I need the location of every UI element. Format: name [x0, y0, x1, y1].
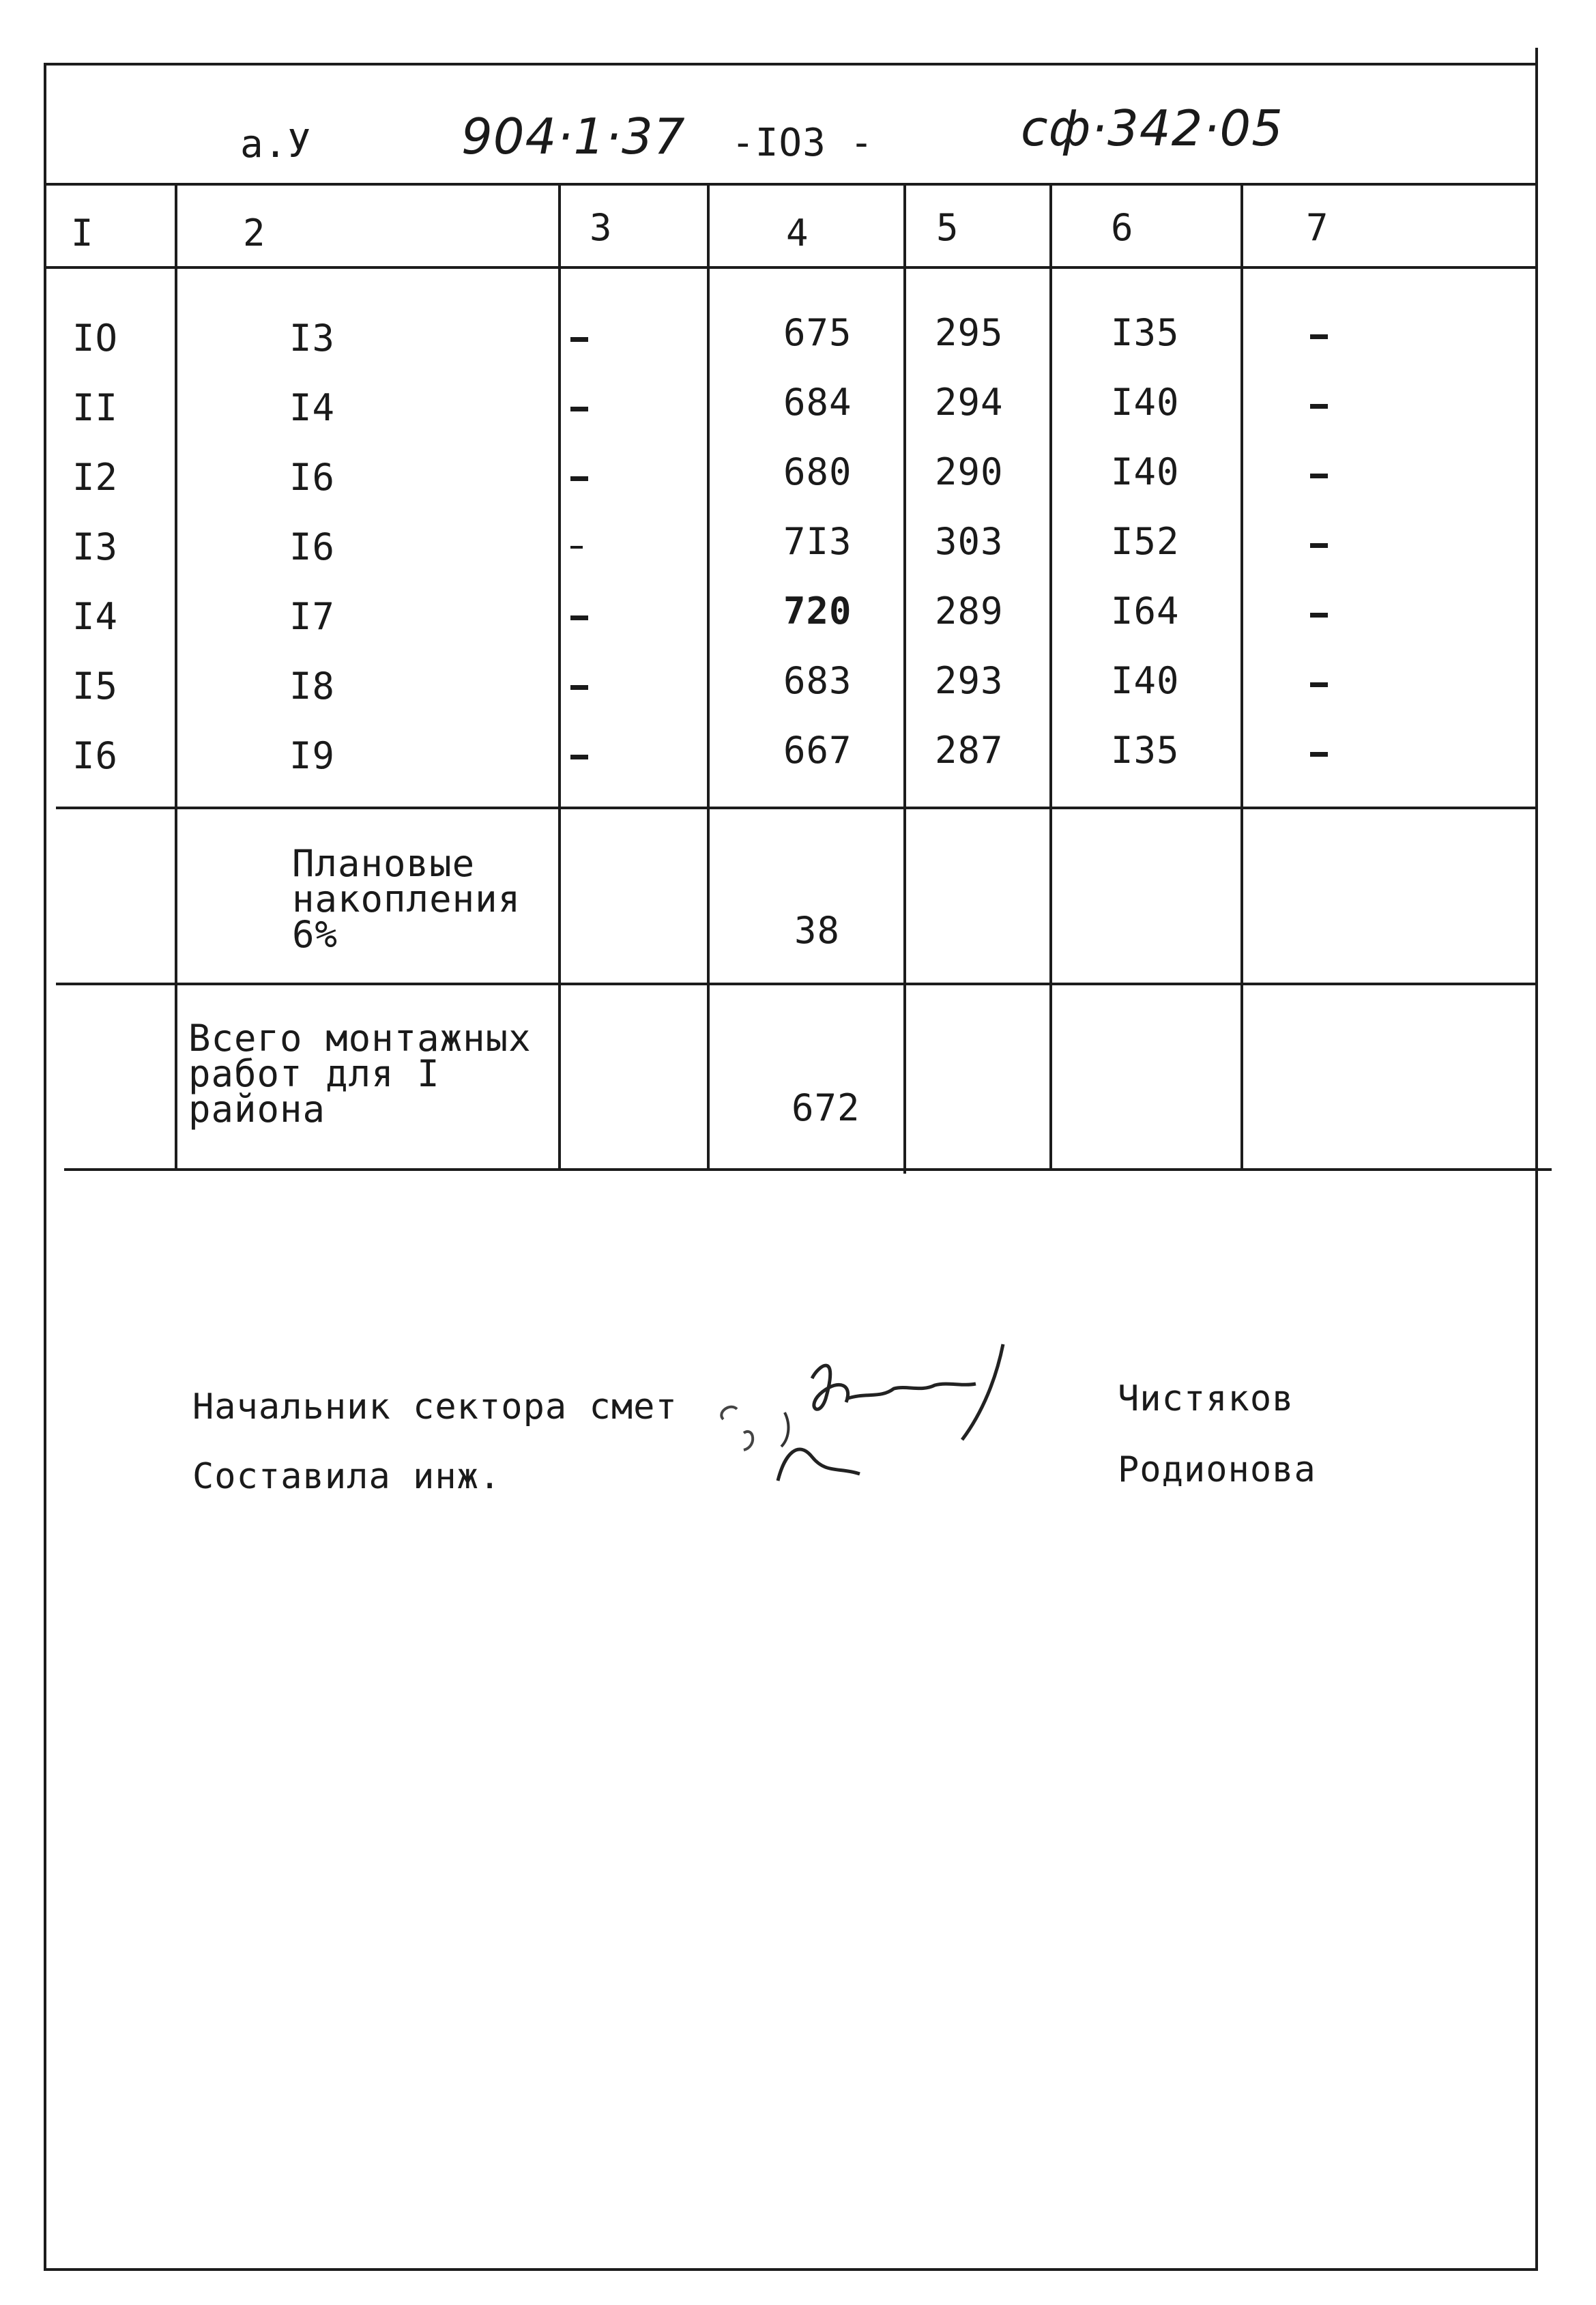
cell-number: I3: [72, 525, 119, 568]
column-header: 4: [786, 212, 809, 255]
cell-value-4: 683: [783, 659, 852, 702]
cell-dash: [1310, 613, 1328, 618]
summary-label: Всего монтажных работ для I района: [188, 1017, 532, 1131]
frame-left-line: [44, 63, 46, 2271]
summary-value: 672: [792, 1086, 860, 1129]
header-separator: [44, 183, 1538, 186]
cell-dash: [1310, 404, 1328, 409]
rows-bottom-line: [56, 807, 1538, 809]
column-header: 7: [1306, 206, 1329, 249]
cell-value-4: 667: [783, 729, 852, 772]
cell-value-6: I40: [1111, 450, 1180, 493]
cell-value-6: I40: [1111, 381, 1180, 424]
cell-dash: [1310, 474, 1328, 478]
col-divider-4: [903, 183, 906, 1174]
cell-number: II: [72, 386, 119, 429]
col-divider-2: [558, 183, 561, 1168]
cell-value-4: 680: [783, 450, 852, 493]
summary-value: 38: [794, 909, 841, 952]
cell-value-6: I64: [1111, 590, 1180, 633]
cell-dash: [570, 476, 588, 481]
col-divider-5: [1049, 183, 1052, 1168]
project-code: 904·1·37: [461, 108, 686, 165]
signatory-role-2: Составила инж.: [192, 1456, 502, 1497]
col-divider-3: [707, 183, 710, 1168]
frame-bottom-line: [44, 2268, 1538, 2271]
column-header: 2: [243, 212, 266, 255]
cell-dash: [1310, 682, 1328, 687]
cell-value-6: I35: [1111, 311, 1180, 354]
cell-dash: [1310, 543, 1328, 548]
frame-right-line: [1535, 48, 1538, 2271]
cell-value-5: 303: [935, 520, 1004, 563]
cell-dash: [570, 546, 583, 549]
cell-number: I2: [72, 456, 119, 499]
frame-top-line: [44, 63, 1538, 66]
cell-dash: [570, 685, 588, 690]
signatory-name-2: Родионова: [1118, 1449, 1316, 1490]
cell-code: I7: [289, 595, 336, 638]
cell-dash: [570, 615, 588, 620]
cell-value-6: I40: [1111, 659, 1180, 702]
cell-value-5: 290: [935, 450, 1004, 493]
cell-number: I5: [72, 665, 119, 708]
header-prefix: а.У: [240, 122, 312, 166]
table-bottom-line: [64, 1168, 1552, 1171]
cell-dash: [570, 407, 588, 411]
summary-label: Плановые накопления 6%: [292, 842, 521, 956]
cell-value-4: 720: [783, 590, 852, 633]
cell-value-5: 287: [935, 729, 1004, 772]
cell-code: I6: [289, 525, 336, 568]
cell-code: I4: [289, 386, 336, 429]
summary-separator: [56, 983, 1538, 985]
col-divider-6: [1240, 183, 1243, 1168]
column-header-separator: [44, 266, 1538, 269]
cell-number: I4: [72, 595, 119, 638]
cell-code: I8: [289, 665, 336, 708]
signatory-name-1: Чистяков: [1118, 1378, 1294, 1419]
column-header: 6: [1111, 206, 1134, 249]
column-header: I: [71, 212, 94, 255]
cell-value-4: 7I3: [783, 520, 852, 563]
page-number: -IO3 -: [731, 121, 874, 165]
cell-value-5: 289: [935, 590, 1004, 633]
cell-value-4: 684: [783, 381, 852, 424]
column-header: 3: [590, 206, 613, 249]
doc-code: сф·342·05: [1021, 100, 1283, 157]
cell-value-5: 293: [935, 659, 1004, 702]
cell-code: I6: [289, 456, 336, 499]
cell-dash: [1310, 334, 1328, 339]
cell-code: I9: [289, 734, 336, 777]
column-header: 5: [936, 206, 959, 249]
cell-dash: [570, 337, 588, 342]
cell-value-6: I35: [1111, 729, 1180, 772]
signatory-role-1: Начальник сектора смет: [192, 1387, 678, 1427]
cell-dash: [570, 755, 588, 759]
cell-value-4: 675: [783, 311, 852, 354]
handwritten-signature-icon: [703, 1337, 1085, 1515]
cell-value-6: I52: [1111, 520, 1180, 563]
cell-number: I6: [72, 734, 119, 777]
cell-dash: [1310, 752, 1328, 757]
cell-code: I3: [289, 317, 336, 360]
cell-number: IO: [72, 317, 119, 360]
col-divider-1: [175, 183, 177, 1168]
cell-value-5: 294: [935, 381, 1004, 424]
cell-value-5: 295: [935, 311, 1004, 354]
